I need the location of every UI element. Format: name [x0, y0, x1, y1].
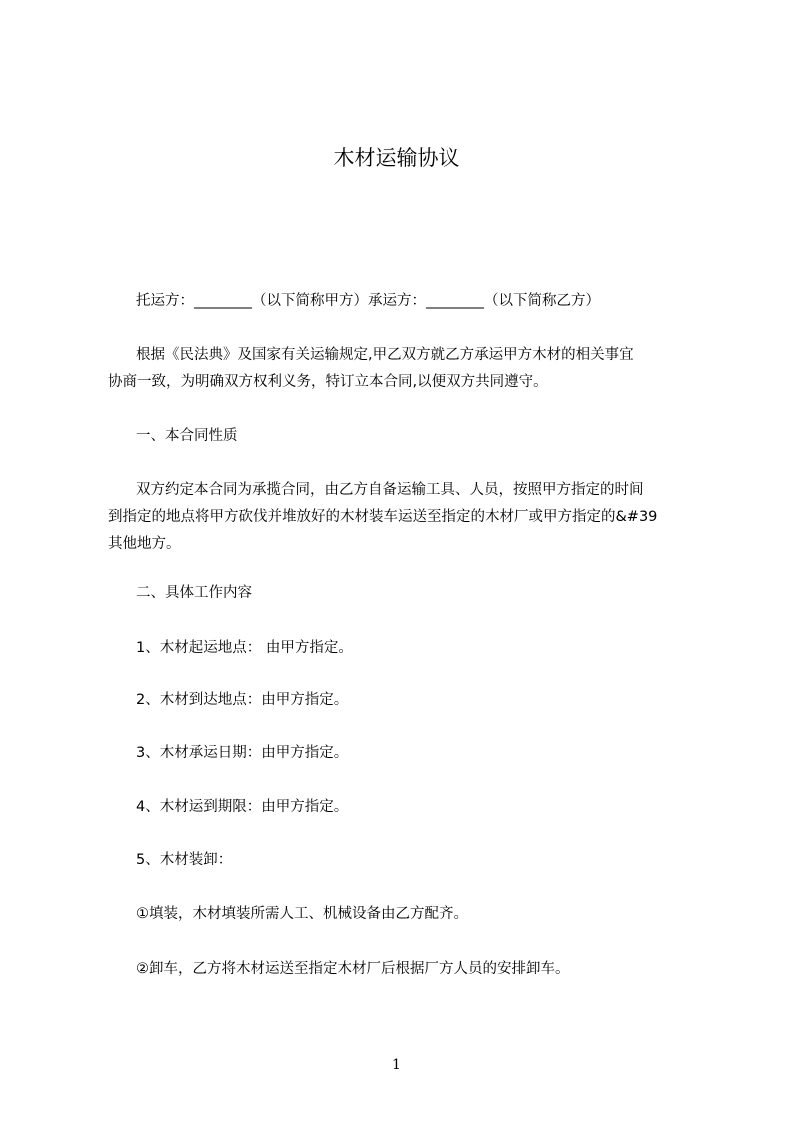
list-item: ②卸车，乙方将木材运送至指定木材厂后根据厂方人员的安排卸车。 [136, 961, 570, 977]
section1-line-2: 到指定的地点将甲方砍伐并堆放好的木材装车运送至指定的木材厂或甲方指定的&#39 [108, 509, 658, 525]
list-item: 5、木材装卸： [136, 852, 233, 868]
list-item: 2、木材到达地点：由甲方指定。 [136, 692, 349, 708]
page-number: 1 [392, 1057, 401, 1073]
document-title: 木材运输协议 [333, 146, 460, 170]
intro-line-1: 根据《民法典》及国家有关运输规定,甲乙双方就乙方承运甲方木材的相关事宜 [136, 347, 634, 363]
list-item: 1、木材起运地点： 由甲方指定。 [136, 640, 353, 656]
list-item: ①填装，木材填装所需人工、机械设备由乙方配齐。 [136, 906, 468, 922]
section1-heading: 一、本合同性质 [136, 428, 238, 444]
parties-line: 托运方：________（以下简称甲方）承运方：________（以下简称乙方） [136, 293, 600, 309]
list-item: 4、木材运到期限：由甲方指定。 [136, 799, 349, 815]
list-item: 3、木材承运日期：由甲方指定。 [136, 745, 349, 761]
section1-body [108, 477, 708, 558]
section1-line-3: 其他地方。 [108, 536, 181, 552]
intro-line-2: 协商一致，为明确双方权利义务，特订立本合同,以便双方共同遵守。 [108, 374, 548, 390]
section2-heading: 二、具体工作内容 [136, 585, 252, 601]
intro-paragraph [108, 342, 708, 396]
section1-line-1: 双方约定本合同为承揽合同，由乙方自备运输工具、人员，按照甲方指定的时间 [136, 482, 644, 498]
